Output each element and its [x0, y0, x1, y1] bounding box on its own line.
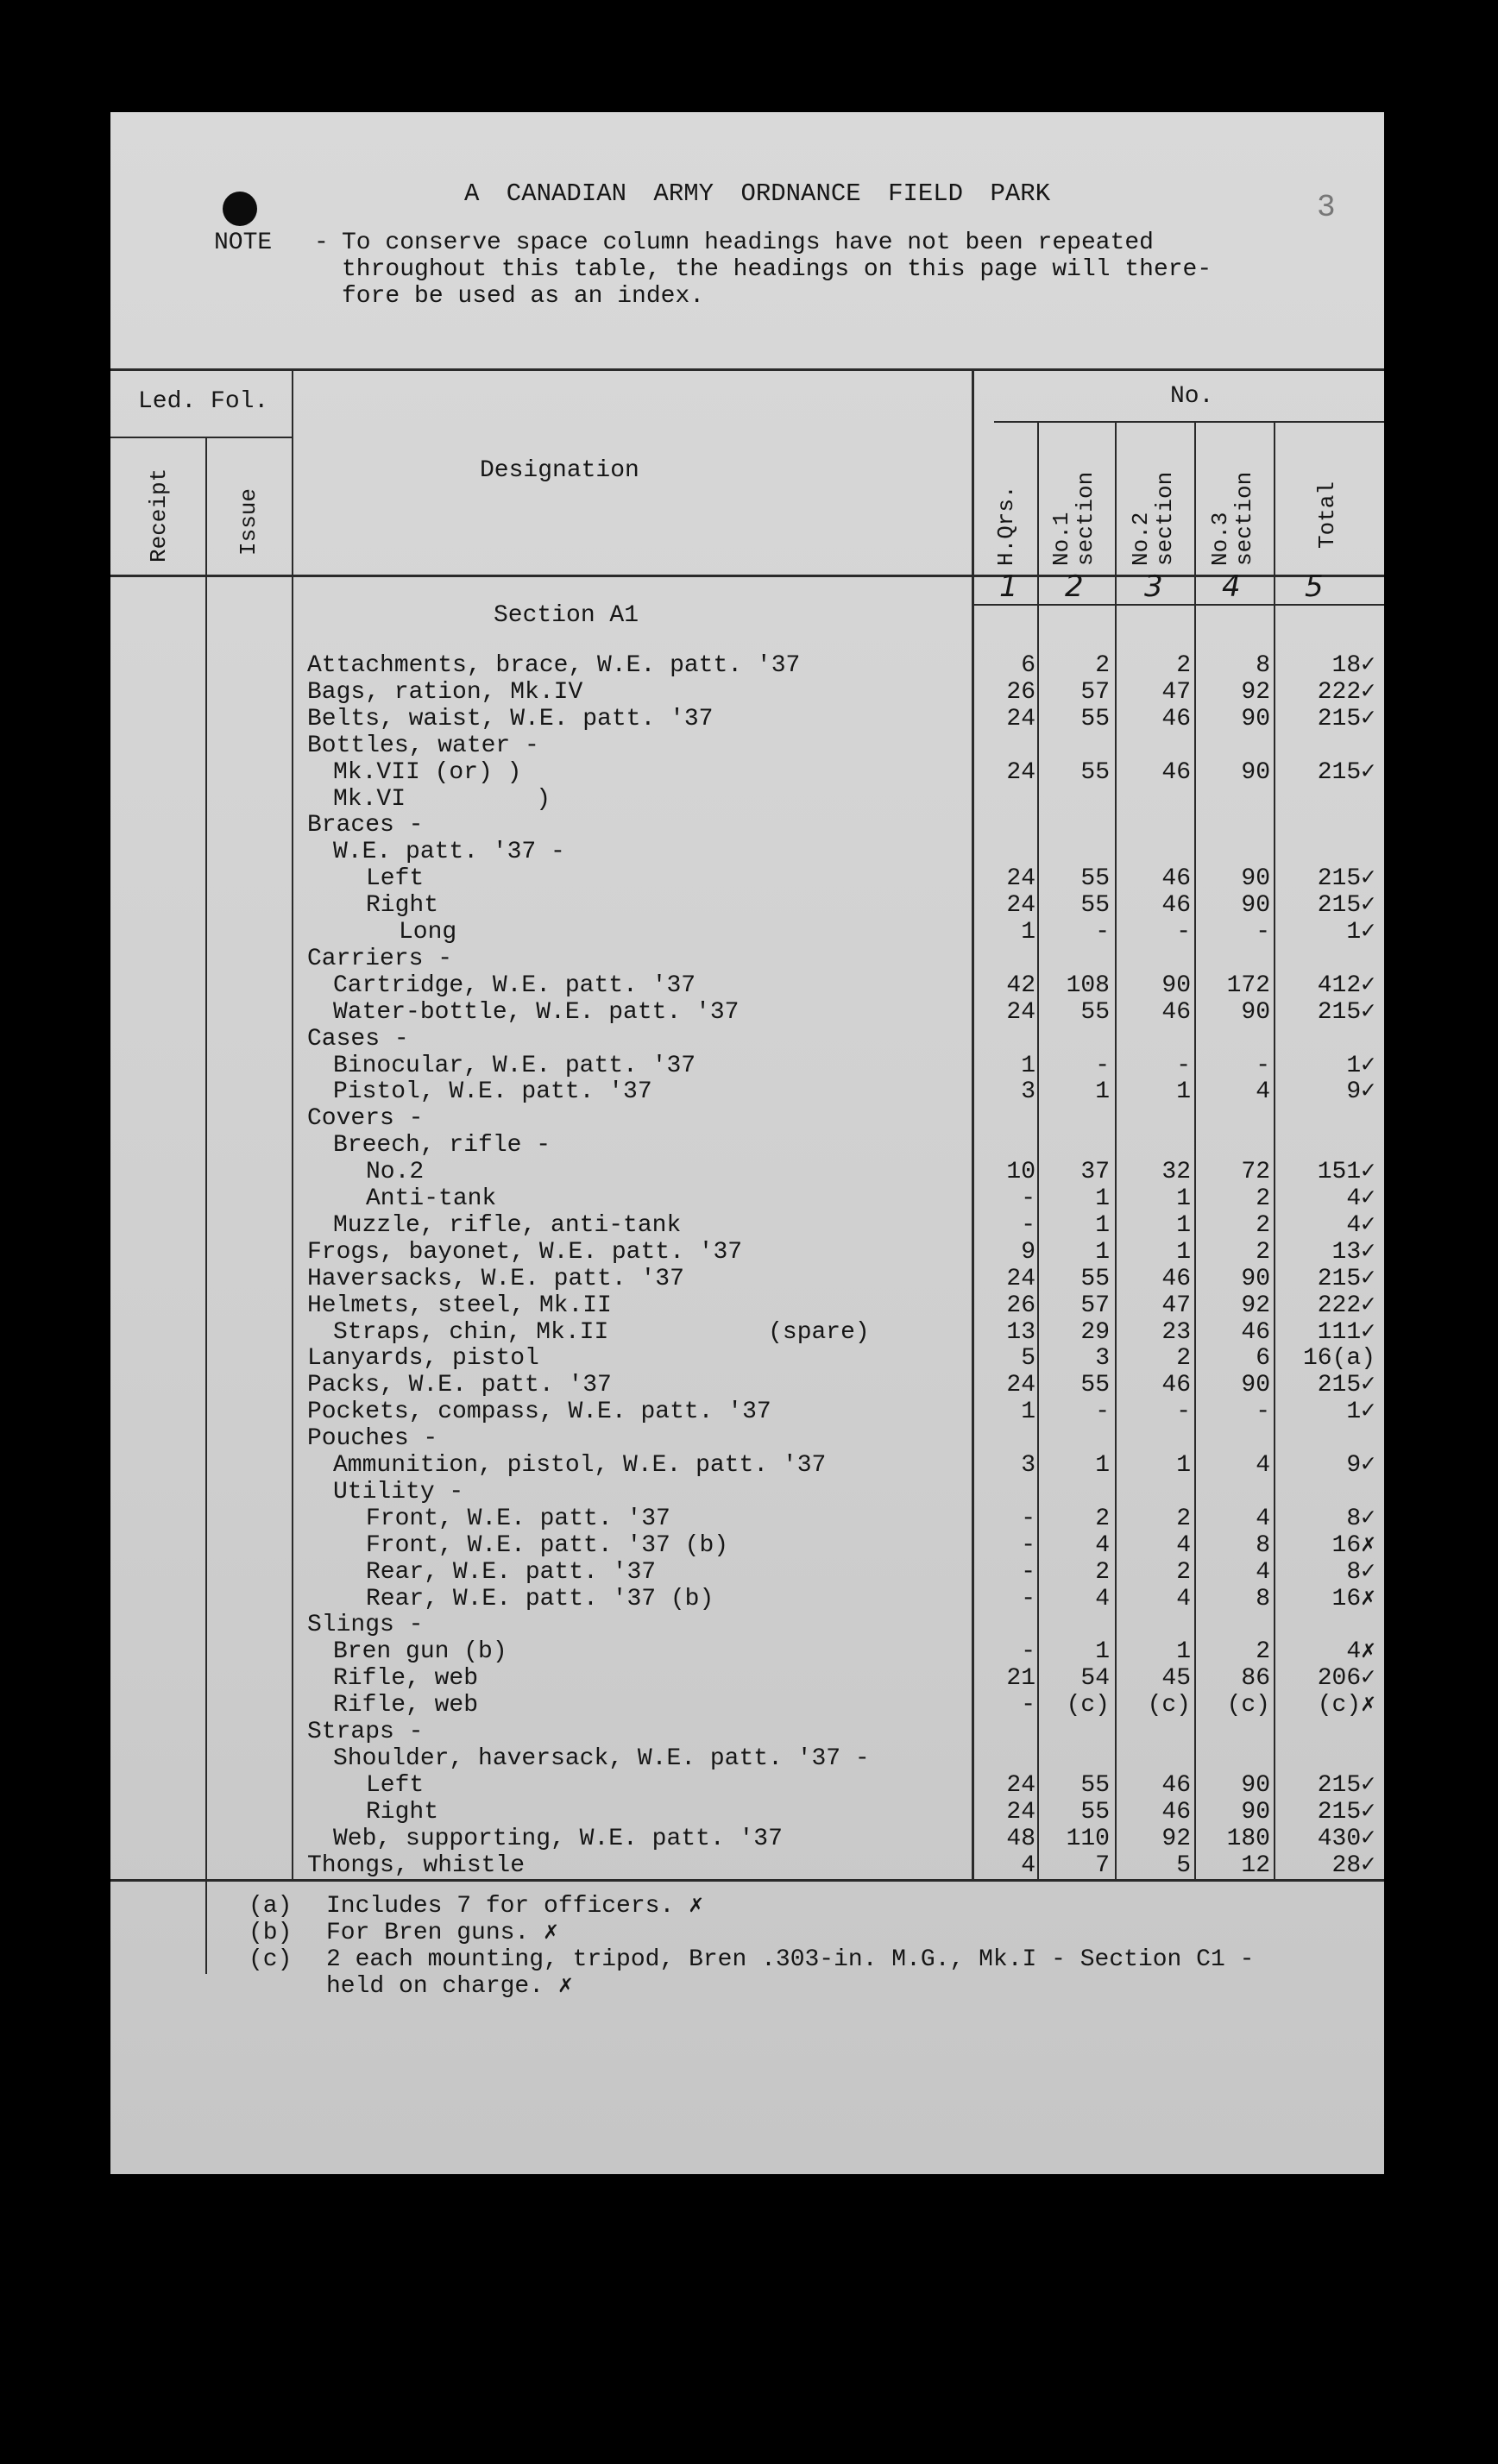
table-row [110, 1159, 1384, 1185]
designation-cell: Bags, ration, Mk.IV [307, 678, 583, 706]
footnote-mark: (a) [249, 1893, 293, 1920]
hqrs-cell: 24 [1006, 758, 1035, 786]
designation-cell: W.E. patt. '37 - [333, 839, 565, 866]
sec2-cell: 47 [1161, 678, 1191, 706]
designation-cell: Front, W.E. patt. '37 (b) [366, 1531, 729, 1559]
sec3-cell: (c) [1226, 1692, 1270, 1719]
hqrs-cell: 3 [1021, 1452, 1035, 1479]
sec1-cell: 37 [1080, 1159, 1110, 1186]
hqrs-cell: - [1021, 1638, 1035, 1666]
hqrs-cell: 24 [1006, 1798, 1035, 1826]
designation-cell: Slings - [307, 1612, 424, 1639]
colnum-5: 5 [1305, 569, 1324, 604]
sec2-cell: 46 [1161, 705, 1191, 732]
sec2-cell: 46 [1161, 758, 1191, 786]
hqrs-cell: 48 [1006, 1825, 1035, 1852]
table-row [110, 1799, 1384, 1826]
sec3-cell: 90 [1241, 1771, 1270, 1799]
total-cell: 8✓ [1346, 1505, 1375, 1532]
sec3-cell: 46 [1241, 1318, 1270, 1346]
hqrs-cell: - [1021, 1692, 1035, 1719]
total-cell: 215✓ [1317, 1372, 1375, 1399]
document-title: A CANADIAN ARMY ORDNANCE FIELD PARK [464, 179, 1051, 208]
table-row [110, 1026, 1384, 1053]
sec3-cell: 2 [1256, 1211, 1270, 1239]
total-cell: 215✓ [1317, 758, 1375, 786]
sec2-cell: - [1176, 1052, 1191, 1079]
sec1-cell: 57 [1080, 678, 1110, 706]
colnum-3: 3 [1144, 569, 1163, 604]
table-row [110, 919, 1384, 946]
hqrs-cell: 24 [1006, 1372, 1035, 1399]
hqrs-cell: 42 [1006, 971, 1035, 999]
table-row [110, 839, 1384, 865]
designation-cell: Carriers - [307, 945, 453, 972]
punch-hole [223, 192, 257, 226]
sec3-cell: 172 [1226, 971, 1270, 999]
total-cell: 4✗ [1346, 1638, 1375, 1666]
hqrs-cell: 24 [1006, 998, 1035, 1026]
total-cell: 16✗ [1331, 1531, 1375, 1559]
sec2-cell: 47 [1161, 1292, 1191, 1319]
designation-cell: Front, W.E. patt. '37 [366, 1505, 670, 1532]
total-cell: 151✓ [1317, 1159, 1375, 1186]
table-top-rule [110, 368, 1384, 371]
sec1-cell: 55 [1080, 998, 1110, 1026]
table-row [110, 1372, 1384, 1399]
sec2-cell: 46 [1161, 1771, 1191, 1799]
designation-cell: Shoulder, haversack, W.E. patt. '37 - [333, 1744, 870, 1772]
sec2-cell: 2 [1176, 1345, 1191, 1373]
sec1-cell: - [1095, 919, 1110, 946]
sec2-cell: 46 [1161, 998, 1191, 1026]
hqrs-cell: - [1021, 1558, 1035, 1586]
table-row [110, 1345, 1384, 1372]
hqrs-cell: 3 [1021, 1078, 1035, 1106]
hqrs-cell: 24 [1006, 705, 1035, 732]
designation-cell: Rifle, web [333, 1665, 479, 1693]
sec1-cell: 4 [1095, 1585, 1110, 1612]
sec3-cell: 2 [1256, 1238, 1270, 1266]
designation-cell: Anti-tank [366, 1185, 497, 1212]
table-row [110, 1745, 1384, 1772]
sec2-cell: (c) [1147, 1692, 1191, 1719]
footnote-text: 2 each mounting, tripod, Bren .303-in. M.G., Mk.I - Section C1 - held on charge. ✗ [326, 1946, 1255, 2000]
table-row [110, 1586, 1384, 1612]
total-cell: 1✓ [1346, 919, 1375, 946]
sec2-cell: 2 [1176, 652, 1191, 679]
sec3-cell: 72 [1241, 1159, 1270, 1186]
table-row [110, 999, 1384, 1026]
total-cell: 430✓ [1317, 1825, 1375, 1852]
sec2-cell: 92 [1161, 1825, 1191, 1852]
page-number: 3 [1317, 190, 1336, 225]
header-total: Total [1314, 481, 1340, 549]
sec2-cell: 46 [1161, 1265, 1191, 1292]
table-row [110, 946, 1384, 972]
header-bottom-rule [110, 575, 1384, 577]
hqrs-cell: - [1021, 1585, 1035, 1612]
hqrs-cell: 13 [1006, 1318, 1035, 1346]
total-cell: 215✓ [1317, 998, 1375, 1026]
sec2-cell: 46 [1161, 892, 1191, 920]
sec3-cell: 4 [1256, 1505, 1270, 1532]
designation-cell: Utility - [333, 1478, 464, 1505]
designation-cell: Mk.VI ) [333, 785, 551, 813]
sec2-cell: 32 [1161, 1159, 1191, 1186]
table-row [110, 1239, 1384, 1266]
designation-cell: Pouches - [307, 1425, 438, 1453]
designation-cell: Attachments, brace, W.E. patt. '37 [307, 652, 801, 679]
sec2-cell: 2 [1176, 1558, 1191, 1586]
designation-cell: Straps - [307, 1719, 424, 1745]
sec1-cell: 55 [1080, 865, 1110, 893]
sec3-cell: 90 [1241, 705, 1270, 732]
header-designation: Designation [480, 457, 639, 484]
designation-cell: Web, supporting, W.E. patt. '37 [333, 1825, 783, 1852]
designation-cell: Pockets, compass, W.E. patt. '37 [307, 1399, 771, 1426]
colnum-rule [973, 604, 1384, 606]
colnum-2: 2 [1065, 569, 1084, 604]
sec3-cell: 180 [1226, 1825, 1270, 1852]
table-row [110, 1559, 1384, 1586]
total-cell: 4✓ [1346, 1185, 1375, 1212]
sec1-cell: 55 [1080, 705, 1110, 732]
header-sec1: No.1 section [1048, 471, 1098, 566]
total-cell: 215✓ [1317, 892, 1375, 920]
table-row [110, 1665, 1384, 1692]
designation-cell: Rear, W.E. patt. '37 (b) [366, 1585, 714, 1612]
sec2-cell: 46 [1161, 1798, 1191, 1826]
designation-cell: Left [366, 1771, 425, 1799]
hqrs-cell: - [1021, 1531, 1035, 1559]
sec3-cell: 86 [1241, 1665, 1270, 1693]
total-cell: 215✓ [1317, 705, 1375, 732]
designation-cell: Breech, rifle - [333, 1132, 551, 1160]
table-row [110, 1292, 1384, 1319]
sec1-cell: 29 [1080, 1318, 1110, 1346]
table-row [110, 1638, 1384, 1665]
table-row [110, 1185, 1384, 1212]
note-label: NOTE [214, 229, 273, 256]
designation-cell: Water-bottle, W.E. patt. '37 [333, 998, 740, 1026]
hqrs-cell: 5 [1021, 1345, 1035, 1373]
sec3-cell: 90 [1241, 1372, 1270, 1399]
hqrs-cell: 24 [1006, 892, 1035, 920]
colnum-4: 4 [1222, 569, 1241, 604]
header-hqrs: H.Qrs. [993, 485, 1019, 566]
header-led-fol: Led. Fol. [138, 388, 269, 415]
total-cell: 215✓ [1317, 1798, 1375, 1826]
total-cell: 9✓ [1346, 1452, 1375, 1479]
sec1-cell: 1 [1095, 1078, 1110, 1106]
sec3-cell: 4 [1256, 1558, 1270, 1586]
header-no: No. [1170, 383, 1214, 410]
sec2-cell: 1 [1176, 1185, 1191, 1212]
sec1-cell: 55 [1080, 758, 1110, 786]
designation-cell: Straps, chin, Mk.II (spare) [333, 1318, 870, 1346]
designation-cell: Lanyards, pistol [307, 1345, 539, 1373]
sec2-cell: 1 [1176, 1238, 1191, 1266]
sec2-cell: - [1176, 919, 1191, 946]
sec3-cell: 6 [1256, 1345, 1270, 1373]
table-row [110, 1479, 1384, 1505]
table-row [110, 1612, 1384, 1638]
sec1-cell: 4 [1095, 1531, 1110, 1559]
sec1-cell: 1 [1095, 1238, 1110, 1266]
sec2-cell: 46 [1161, 1372, 1191, 1399]
sec3-cell: 92 [1241, 1292, 1270, 1319]
sec1-cell: 55 [1080, 892, 1110, 920]
sec2-cell: 1 [1176, 1452, 1191, 1479]
sec1-cell: 2 [1095, 1505, 1110, 1532]
table-row [110, 652, 1384, 679]
designation-cell: Pistol, W.E. patt. '37 [333, 1078, 652, 1106]
designation-cell: Cases - [307, 1025, 409, 1053]
table-row [110, 1212, 1384, 1239]
total-cell: 215✓ [1317, 1771, 1375, 1799]
sec1-cell: (c) [1066, 1692, 1110, 1719]
sec2-cell: 90 [1161, 971, 1191, 999]
header-issue: Issue [236, 487, 261, 556]
table-row [110, 1266, 1384, 1292]
total-cell: 8✓ [1346, 1558, 1375, 1586]
note-text: To conserve space column headings have not been repeated throughout this table, the headings on this page will there- fore be used as an index. [342, 229, 1212, 310]
note-dash: - [314, 229, 329, 256]
table-bottom-rule [110, 1879, 1384, 1882]
total-cell: 13✓ [1331, 1238, 1375, 1266]
designation-cell: No.2 [366, 1159, 425, 1186]
total-cell: 215✓ [1317, 865, 1375, 893]
designation-cell: Right [366, 892, 439, 920]
table-row [110, 1505, 1384, 1532]
designation-cell: Helmets, steel, Mk.II [307, 1292, 612, 1319]
total-cell: 215✓ [1317, 1265, 1375, 1292]
designation-cell: Covers - [307, 1105, 424, 1133]
hqrs-cell: 4 [1021, 1851, 1035, 1879]
footnote-mark: (b) [249, 1920, 293, 1946]
total-cell: (c)✗ [1317, 1692, 1375, 1719]
table-row [110, 759, 1384, 786]
document-page [110, 112, 1384, 2174]
table-row [110, 1826, 1384, 1852]
sec3-cell: 8 [1256, 652, 1270, 679]
table-row [110, 1772, 1384, 1799]
total-cell: 16✗ [1331, 1585, 1375, 1612]
sec1-cell: 110 [1066, 1825, 1110, 1852]
hqrs-cell: 21 [1006, 1665, 1035, 1693]
sec1-cell: 54 [1080, 1665, 1110, 1693]
designation-cell: Long [399, 919, 457, 946]
sec2-cell: 2 [1176, 1505, 1191, 1532]
sec2-cell: 4 [1176, 1585, 1191, 1612]
total-cell: 222✓ [1317, 678, 1375, 706]
no-subrule [994, 421, 1384, 423]
hqrs-cell: 1 [1021, 1399, 1035, 1426]
sec1-cell: - [1095, 1052, 1110, 1079]
sec3-cell: 2 [1256, 1185, 1270, 1212]
designation-cell: Right [366, 1798, 439, 1826]
table-row [110, 1452, 1384, 1479]
sec2-cell: 1 [1176, 1638, 1191, 1666]
designation-cell: Frogs, bayonet, W.E. patt. '37 [307, 1238, 743, 1266]
designation-cell: Rifle, web [333, 1692, 479, 1719]
sec3-cell: 92 [1241, 678, 1270, 706]
table-row [110, 1105, 1384, 1132]
sec1-cell: 3 [1095, 1345, 1110, 1373]
hqrs-cell: 24 [1006, 1771, 1035, 1799]
colnum-1: 1 [999, 569, 1018, 604]
table-row [110, 812, 1384, 839]
table-row [110, 865, 1384, 892]
table-row [110, 679, 1384, 706]
designation-cell: Bottles, water - [307, 732, 539, 759]
table-row [110, 1319, 1384, 1346]
sec3-cell: - [1256, 1052, 1270, 1079]
table-row [110, 786, 1384, 813]
sec3-cell: 90 [1241, 1798, 1270, 1826]
sec1-cell: 55 [1080, 1771, 1110, 1799]
sec1-cell: 1 [1095, 1185, 1110, 1212]
header-sec3: No.3 section [1207, 471, 1257, 566]
total-cell: 9✓ [1346, 1078, 1375, 1106]
designation-cell: Rear, W.E. patt. '37 [366, 1558, 657, 1586]
sec1-cell: 2 [1095, 1558, 1110, 1586]
sec1-cell: 55 [1080, 1798, 1110, 1826]
total-cell: 4✓ [1346, 1211, 1375, 1239]
total-cell: 18✓ [1331, 652, 1375, 679]
hqrs-cell: 24 [1006, 1265, 1035, 1292]
table-row [110, 732, 1384, 759]
hqrs-cell: - [1021, 1185, 1035, 1212]
sec3-cell: 2 [1256, 1638, 1270, 1666]
total-cell: 412✓ [1317, 971, 1375, 999]
designation-cell: Ammunition, pistol, W.E. patt. '37 [333, 1452, 827, 1479]
table-row [110, 972, 1384, 999]
designation-cell: Bren gun (b) [333, 1638, 507, 1666]
total-cell: 16(a) [1302, 1345, 1375, 1373]
hqrs-cell: 9 [1021, 1238, 1035, 1266]
table-row [110, 892, 1384, 919]
designation-cell: Haversacks, W.E. patt. '37 [307, 1265, 684, 1292]
table-row [110, 1078, 1384, 1105]
designation-cell: Muzzle, rifle, anti-tank [333, 1211, 682, 1239]
sec3-cell: 90 [1241, 998, 1270, 1026]
sec3-cell: 4 [1256, 1452, 1270, 1479]
sec3-cell: 4 [1256, 1078, 1270, 1106]
table-row [110, 1132, 1384, 1159]
header-receipt: Receipt [146, 468, 172, 563]
hqrs-cell: - [1021, 1211, 1035, 1239]
sec3-cell: 8 [1256, 1585, 1270, 1612]
table-row [110, 1719, 1384, 1745]
hqrs-cell: - [1021, 1505, 1035, 1532]
sec2-cell: 1 [1176, 1078, 1191, 1106]
sec1-cell: 7 [1095, 1851, 1110, 1879]
sec2-cell: 5 [1176, 1851, 1191, 1879]
table-row [110, 1692, 1384, 1719]
table-row [110, 1399, 1384, 1425]
hqrs-cell: 1 [1021, 1052, 1035, 1079]
designation-cell: Packs, W.E. patt. '37 [307, 1372, 612, 1399]
designation-cell: Binocular, W.E. patt. '37 [333, 1052, 696, 1079]
sec2-cell: 45 [1161, 1665, 1191, 1693]
designation-cell: Left [366, 865, 425, 893]
designation-cell: Mk.VII (or) ) [333, 758, 522, 786]
table-row [110, 1425, 1384, 1452]
table-row [110, 706, 1384, 732]
footnote-mark: (c) [249, 1946, 293, 1973]
designation-cell: Cartridge, W.E. patt. '37 [333, 971, 696, 999]
sec1-cell: 55 [1080, 1372, 1110, 1399]
table-row [110, 1532, 1384, 1559]
sec2-cell: - [1176, 1399, 1191, 1426]
sec3-cell: 90 [1241, 758, 1270, 786]
total-cell: 1✓ [1346, 1399, 1375, 1426]
sec3-cell: - [1256, 1399, 1270, 1426]
header-sec2: No.2 section [1128, 471, 1178, 566]
sec3-cell: 90 [1241, 892, 1270, 920]
sec2-cell: 23 [1161, 1318, 1191, 1346]
hqrs-cell: 26 [1006, 1292, 1035, 1319]
hqrs-cell: 10 [1006, 1159, 1035, 1186]
sec1-cell: 55 [1080, 1265, 1110, 1292]
sec2-cell: 1 [1176, 1211, 1191, 1239]
table-row [110, 1053, 1384, 1079]
designation-cell: Thongs, whistle [307, 1851, 526, 1879]
hqrs-cell: 1 [1021, 919, 1035, 946]
ledfol-rule [110, 437, 292, 438]
section-title: Section A1 [494, 602, 639, 629]
total-cell: 206✓ [1317, 1665, 1375, 1693]
sec1-cell: 108 [1066, 971, 1110, 999]
sec1-cell: - [1095, 1399, 1110, 1426]
designation-cell: Belts, waist, W.E. patt. '37 [307, 705, 714, 732]
sec3-cell: 12 [1241, 1851, 1270, 1879]
sec3-cell: 90 [1241, 865, 1270, 893]
sec1-cell: 1 [1095, 1452, 1110, 1479]
hqrs-cell: 24 [1006, 865, 1035, 893]
sec1-cell: 1 [1095, 1638, 1110, 1666]
total-cell: 222✓ [1317, 1292, 1375, 1319]
total-cell: 28✓ [1331, 1851, 1375, 1879]
sec1-cell: 2 [1095, 652, 1110, 679]
sec3-cell: - [1256, 919, 1270, 946]
sec3-cell: 90 [1241, 1265, 1270, 1292]
total-cell: 111✓ [1317, 1318, 1375, 1346]
hqrs-cell: 26 [1006, 678, 1035, 706]
sec1-cell: 57 [1080, 1292, 1110, 1319]
footnote-text: For Bren guns. ✗ [326, 1920, 558, 1946]
footnote-text: Includes 7 for officers. ✗ [326, 1893, 703, 1920]
sec2-cell: 46 [1161, 865, 1191, 893]
designation-cell: Braces - [307, 812, 424, 839]
sec3-cell: 8 [1256, 1531, 1270, 1559]
hqrs-cell: 6 [1021, 652, 1035, 679]
sec1-cell: 1 [1095, 1211, 1110, 1239]
sec2-cell: 4 [1176, 1531, 1191, 1559]
total-cell: 1✓ [1346, 1052, 1375, 1079]
table-row [110, 1852, 1384, 1879]
